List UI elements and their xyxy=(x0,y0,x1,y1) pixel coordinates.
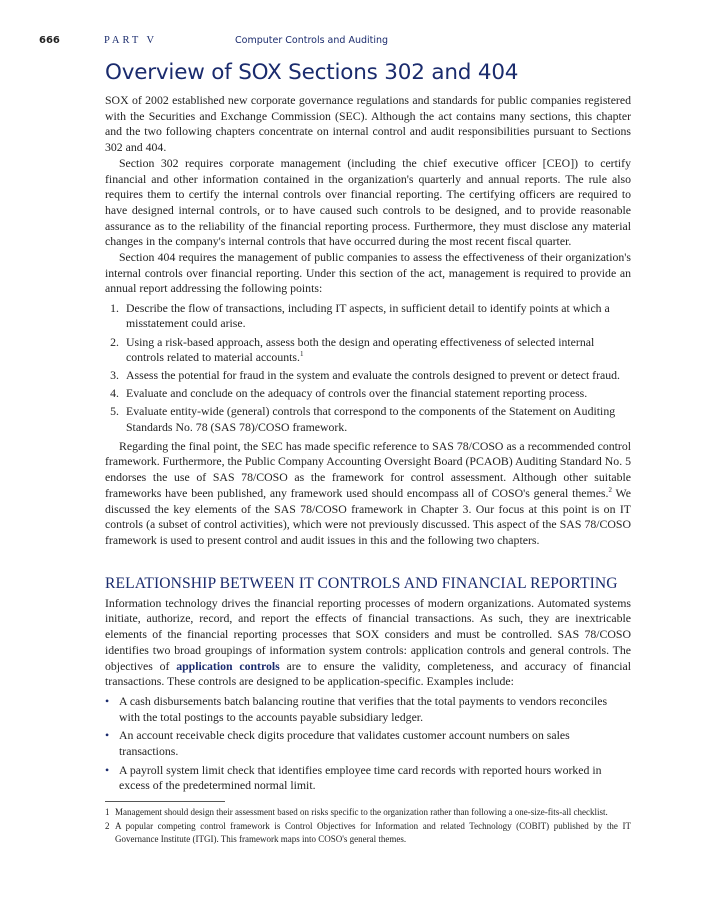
footnote-ref-1: 1 xyxy=(299,349,304,358)
footnote xyxy=(105,820,631,845)
closing-text-part-1: Regarding the final point, the SEC has made specific reference to SAS 78/COSO as a recommended control framework. Furthermore, the Public Company Accounting Oversight Board (PCAOB) Auditing Standard No. 5 endorses the use of SAS 78/COSO as the framework for control assessment. Although other suitable frameworks have been published, any framework used should encompass all of COSO's general themes. xyxy=(105,438,631,500)
relationship-text-part-1: Information technology drives the financial reporting processes of modern organizations. Automated systems initiate, authorize, record, and report the effects of financial transactions. As such, they are inextricable elements of the financial reporting processes that SOX considers and must be controlled. SAS 78/COSO identifies two broad groupings of information system controls: application controls and general controls. The objectives of xyxy=(105,595,631,673)
footnote-ref-2: 2 xyxy=(608,485,612,494)
footnote-number: 2 xyxy=(105,821,110,832)
section-302-paragraph: Section 302 requires corporate management (including the chief executive officer [CEO]) to certify financial and other information contained in the organization's quarterly and annual reports. The rule also requires them to certify the internal controls over financial reporting. The certifying officers are required to have designed internal controls, or to have caused such controls to be designed, and to provide reasonable assurance as to the reliability of the financial reporting process. Furthermore, they must disclose any material changes in the company's internal controls that have occurred during the most recent fiscal quarter. xyxy=(105,155,631,249)
list-item xyxy=(105,728,631,759)
part-label: PART V xyxy=(104,35,158,46)
running-head xyxy=(39,35,679,51)
list-number: 2. xyxy=(110,334,119,349)
list-number: 5. xyxy=(110,404,119,419)
list-text: A cash disbursements batch balancing routine that verifies that the total payments to vendors reconciles with the total postings to the accounts payable subsidiary ledger. xyxy=(119,693,608,724)
relationship-heading: RELATIONSHIP BETWEEN IT CONTROLS AND FINANCIAL REPORTING xyxy=(105,574,618,592)
footnote-text: Management should design their assessment based on risks specific to the organization rather than following a one-size-fits-all checklist. xyxy=(115,807,608,817)
list-text: Assess the potential for fraud in the system and evaluate the controls designed to prevent or detect fraud. xyxy=(126,367,621,382)
list-item xyxy=(105,301,631,331)
list-text: A payroll system limit check that identifies employee time card records with reported hours worked in excess of the predetermined normal limit. xyxy=(119,762,602,793)
body-column xyxy=(105,60,631,797)
list-item xyxy=(105,335,631,365)
list-item xyxy=(105,694,631,725)
list-number: 1. xyxy=(110,301,119,316)
list-item xyxy=(105,368,631,383)
bullet-icon: • xyxy=(105,693,110,708)
list-number: 4. xyxy=(110,386,119,401)
list-text: Evaluate and conclude on the adequacy of controls over the financial statement reporting process. xyxy=(126,386,588,401)
footnotes xyxy=(105,806,631,847)
relationship-text-part-2: are to ensure the validity, completeness, and accuracy of financial transactions. These controls are designed to be application-specific. Examples include: xyxy=(105,658,631,689)
section-title: Overview of SOX Sections 302 and 404 xyxy=(105,60,519,85)
footnote xyxy=(105,806,631,818)
footnote-divider xyxy=(105,801,225,802)
list-item xyxy=(105,763,631,794)
closing-text-part-2: We discussed the key elements of the SAS 78/COSO framework in Chapter 3. Our focus at this point is on IT controls (a subset of control activities), which were not previously discussed. This aspect of the SAS 78/COSO framework is used to present control and audit issues in this and the following two chapters. xyxy=(105,485,631,547)
page-number: 666 xyxy=(39,35,60,46)
key-term: application controls xyxy=(176,658,280,673)
intro-paragraph: SOX of 2002 established new corporate governance regulations and standards for public companies registered with the Securities and Exchange Commission (SEC). Although the act contains many sections, this chapter and the two following chapters concentrate on internal control and audit responsibilities pursuant to Sections 302 and 404. xyxy=(105,93,631,155)
examples-list xyxy=(105,694,631,794)
closing-paragraph xyxy=(105,439,631,549)
list-text: Evaluate entity-wide (general) controls that correspond to the components of the Statement on Auditing Standards No. 78 (SAS 78)/COSO framework. xyxy=(126,404,616,434)
section-404-points xyxy=(105,301,631,435)
list-text: Using a risk-based approach, assess both the design and operating effectiveness of selected internal controls related to material accounts. xyxy=(126,334,595,364)
relationship-paragraph xyxy=(105,596,631,690)
part-title: Computer Controls and Auditing xyxy=(235,35,389,46)
list-text: An account receivable check digits procedure that validates customer account numbers on sales transactions. xyxy=(119,728,570,759)
list-text: Describe the flow of transactions, including IT aspects, in sufficient detail to identify points at which a misstatement could arise. xyxy=(126,301,610,331)
footnote-number: 1 xyxy=(105,807,110,817)
bullet-icon: • xyxy=(105,728,110,743)
list-number: 3. xyxy=(110,367,119,382)
section-404-paragraph: Section 404 requires the management of public companies to assess the effectiveness of their organization's internal controls over financial reporting. Under this section of the act, management is required to provide an annual report addressing the following points: xyxy=(105,250,631,296)
list-item xyxy=(105,404,631,434)
list-item xyxy=(105,386,631,401)
footnote-text: A popular competing control framework is Control Objectives for Information and related Technology (COBIT) published by the IT Governance Institute (ITGI). This framework maps into COSO's general themes. xyxy=(115,821,631,844)
bullet-icon: • xyxy=(105,762,110,777)
